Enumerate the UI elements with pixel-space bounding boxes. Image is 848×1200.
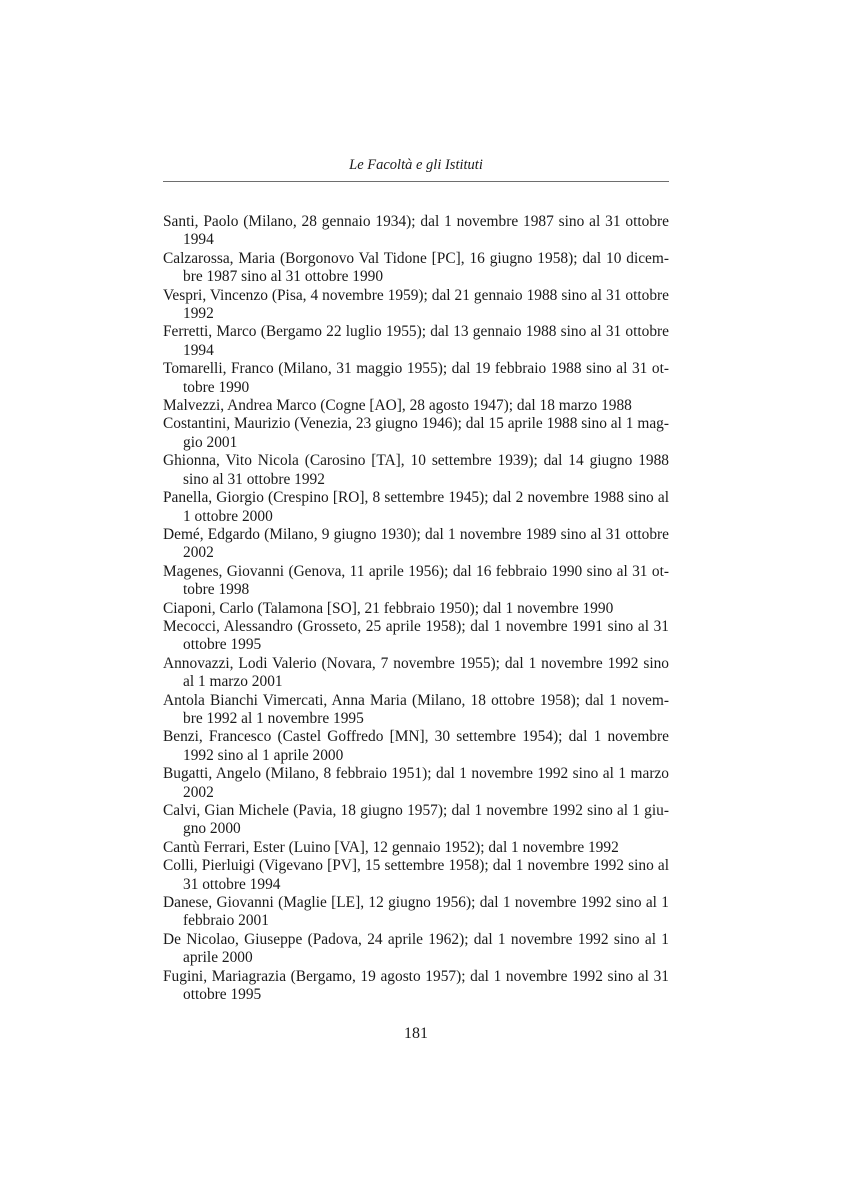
list-item: De Nicolao, Giuseppe (Padova, 24 aprile 1962); dal 1 novembre 1992 sino al 1 aprile 2000 bbox=[163, 930, 669, 967]
list-item: Magenes, Giovanni (Genova, 11 aprile 1956); dal 16 febbraio 1990 sino al 31 ottobre 1998 bbox=[163, 562, 669, 599]
entry-list bbox=[163, 213, 669, 1004]
list-item: Ciaponi, Carlo (Talamona [SO], 21 febbraio 1950); dal 1 novembre 1990 bbox=[163, 599, 614, 617]
list-item: Demé, Edgardo (Milano, 9 giugno 1930); dal 1 novembre 1989 sino al 31 ottobre 2002 bbox=[163, 525, 669, 562]
list-item: Calvi, Gian Michele (Pavia, 18 giugno 1957); dal 1 novembre 1992 sino al 1 giugno 2000 bbox=[163, 802, 669, 838]
list-item: Santi, Paolo (Milano, 28 gennaio 1934); dal 1 novembre 1987 sino al 31 ottobre 1994 bbox=[163, 213, 669, 249]
list-item: Costantini, Maurizio (Venezia, 23 giugno 1946); dal 15 aprile 1988 sino al 1 maggio 2001 bbox=[163, 415, 669, 451]
list-item: Ghionna, Vito Nicola (Carosino [TA], 10 settembre 1939); dal 14 giugno 1988 sino al 31 ottobre 1992 bbox=[163, 452, 669, 488]
page-number: 181 bbox=[404, 1025, 428, 1042]
list-item: Ferretti, Marco (Bergamo 22 luglio 1955); dal 13 gennaio 1988 sino al 31 ottobre 1994 bbox=[163, 323, 669, 359]
list-item: Panella, Giorgio (Crespino [RO], 8 settembre 1945); dal 2 novembre 1988 sino al 1 ottobre 2000 bbox=[163, 489, 669, 525]
list-item: Danese, Giovanni (Maglie [LE], 12 giugno 1956); dal 1 novembre 1992 sino al 1 febbraio 2001 bbox=[163, 894, 669, 930]
list-item: Vespri, Vincenzo (Pisa, 4 novembre 1959); dal 21 gennaio 1988 sino al 31 ottobre 1992 bbox=[163, 286, 669, 323]
list-item: Bugatti, Angelo (Milano, 8 febbraio 1951); dal 1 novembre 1992 sino al 1 marzo 2002 bbox=[163, 765, 669, 801]
running-head: Le Facoltà e gli Istituti bbox=[349, 157, 483, 173]
list-item: Fugini, Mariagrazia (Bergamo, 19 agosto 1957); dal 1 novembre 1992 sino al 31 ottobre 1995 bbox=[163, 967, 669, 1004]
list-item: Calzarossa, Maria (Borgonovo Val Tidone [PC], 16 giugno 1958); dal 10 dicembre 1987 sino al 31 ottobre 1990 bbox=[163, 249, 669, 286]
list-item: Tomarelli, Franco (Milano, 31 maggio 1955); dal 19 febbraio 1988 sino al 31 ottobre 1990 bbox=[163, 360, 669, 396]
list-item: Malvezzi, Andrea Marco (Cogne [AO], 28 agosto 1947); dal 18 marzo 1988 bbox=[163, 397, 632, 415]
list-item: Antola Bianchi Vimercati, Anna Maria (Milano, 18 ottobre 1958); dal 1 novembre 1992 al 1 novembre 1995 bbox=[163, 691, 669, 727]
list-item: Annovazzi, Lodi Valerio (Novara, 7 novembre 1955); dal 1 novembre 1992 sino al 1 marzo 2001 bbox=[163, 654, 669, 691]
header-rule bbox=[163, 181, 669, 182]
list-item: Colli, Pierluigi (Vigevano [PV], 15 settembre 1958); dal 1 novembre 1992 sino al 31 ottobre 1994 bbox=[163, 857, 669, 893]
list-item: Cantù Ferrari, Ester (Luino [VA], 12 gennaio 1952); dal 1 novembre 1992 bbox=[163, 838, 619, 856]
list-item: Benzi, Francesco (Castel Goffredo [MN], 30 settembre 1954); dal 1 novembre 1992 sino al 1 aprile 2000 bbox=[163, 728, 669, 764]
list-item: Mecocci, Alessandro (Grosseto, 25 aprile 1958); dal 1 novembre 1991 sino al 31 ottobre 1995 bbox=[163, 617, 669, 654]
